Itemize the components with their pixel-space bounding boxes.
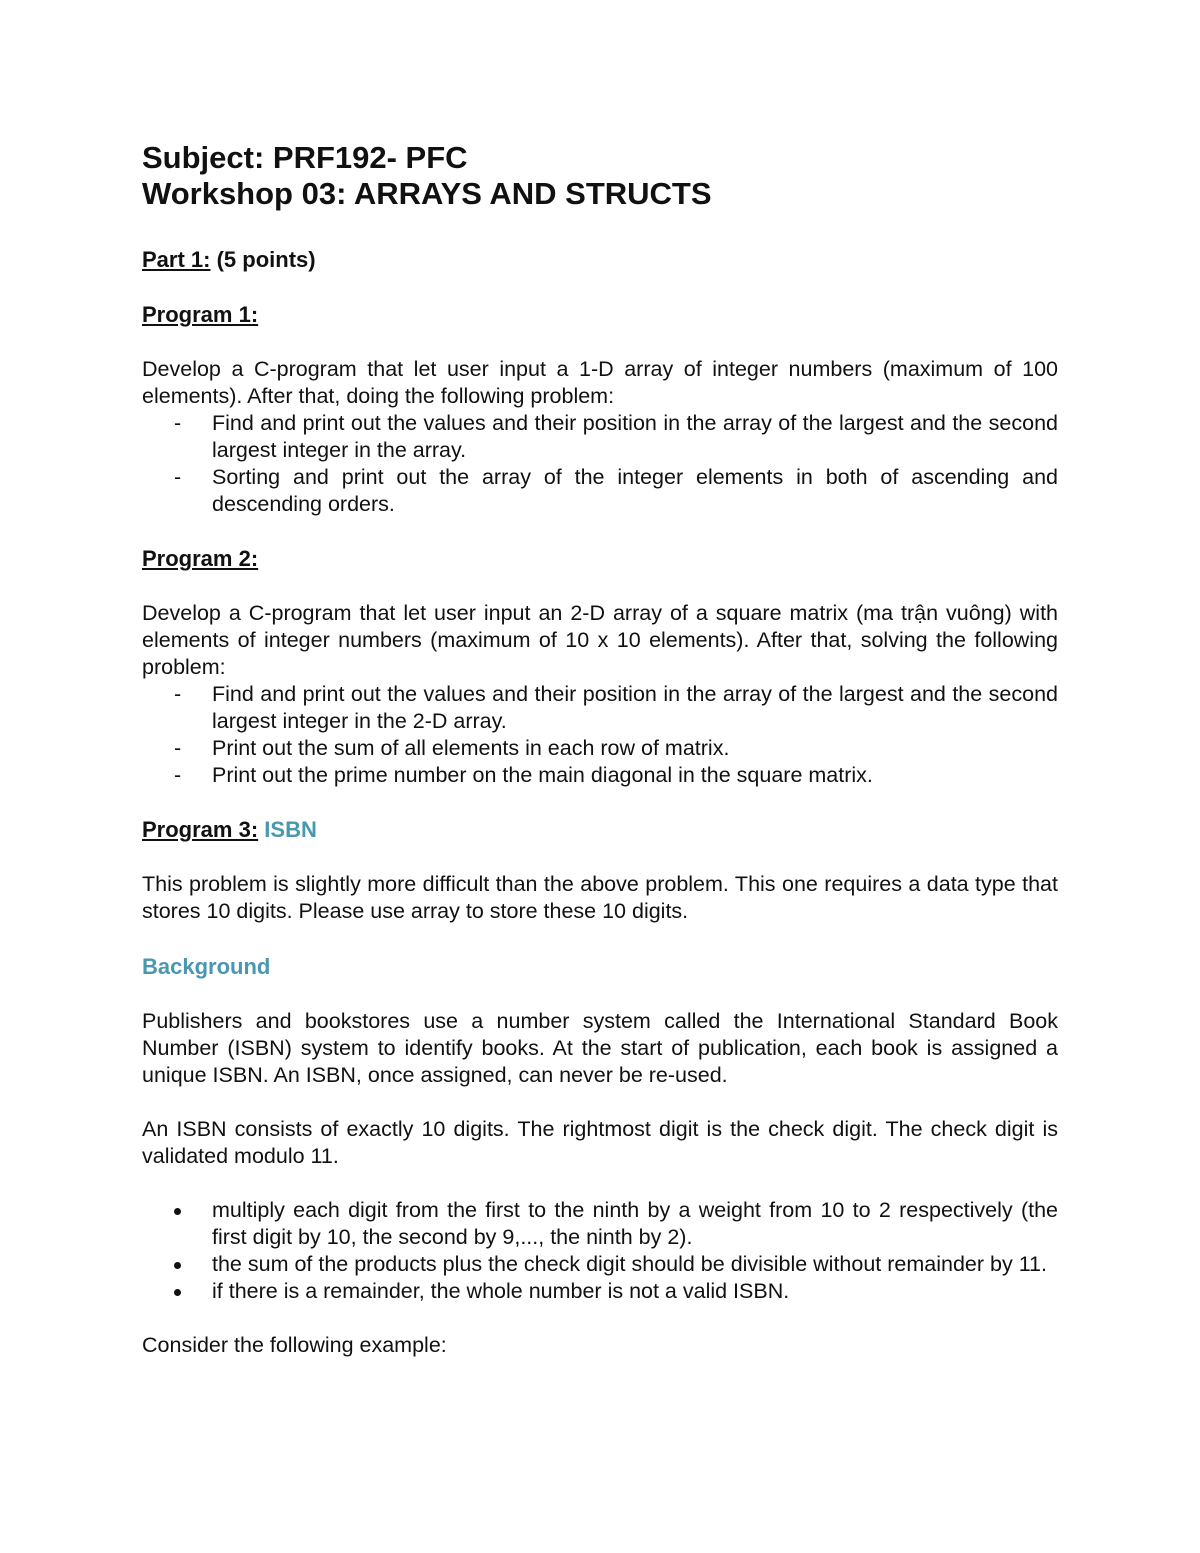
program2-list [142,681,1058,789]
dash-mark: - [174,736,182,760]
program3-heading [142,816,1058,844]
program3-intro: This problem is slightly more difficult than the above problem. This one requires a data type that stores 10 digits. Please use array to store these 10 digits. [142,872,1058,923]
background-paragraph-2: An ISBN consists of exactly 10 digits. The rightmost digit is the check digit. The check digit is validated modulo 11. [142,1117,1058,1168]
document-page [142,140,1058,1359]
bullet-icon [174,1208,181,1215]
list-item: the sum of the products plus the check digit should be divisible without remainder by 11. [142,1251,1058,1278]
list-item: - Find and print out the values and their position in the array of the largest and the second largest integer in the array. [174,411,1058,462]
program1-heading [142,301,1058,329]
program1-intro: Develop a C-program that let user input a 1-D array of integer numbers (maximum of 100 elements). After that, doing the following problem: [142,357,1058,408]
subject-title: Subject: PRF192- PFC [142,140,468,175]
program3-label: Program 3: [142,817,259,842]
list-item: - Find and print out the values and their position in the array of the largest and the second largest integer in the 2-D array. [174,682,1058,733]
program2-intro: Develop a C-program that let user input an 2-D array of a square matrix (ma trận vuông) with elements of integer numbers (maximum of 10 x 10 elements). After that, solving the following problem: [142,601,1058,679]
background-paragraph-1: Publishers and bookstores use a number system called the International Standard Book Number (ISBN) system to identify books. At the start of publication, each book is assigned a unique ISBN. An ISBN, once assigned, can never be re-used. [142,1009,1058,1087]
list-item: - Sorting and print out the array of the integer elements in both of ascending and descending orders. [174,465,1058,516]
program1-list [142,410,1058,518]
dash-mark: - [174,763,182,787]
example-intro: Consider the following example: [142,1333,447,1357]
program1-label: Program 1: [142,302,259,327]
list-item: multiply each digit from the first to the ninth by a weight from 10 to 2 respectively (the first digit by 10, the second by 9,..., the ninth by 2). [142,1197,1058,1251]
program3-topic: ISBN [264,817,317,842]
part1-heading [142,246,1058,274]
dash-mark: - [174,682,182,706]
part1-label: Part 1: [142,247,211,272]
bullet-icon [174,1262,181,1269]
isbn-rules-list [142,1197,1058,1305]
list-item: if there is a remainder, the whole number is not a valid ISBN. [142,1278,1058,1305]
dash-mark: - [174,411,182,435]
workshop-title: Workshop 03: ARRAYS AND STRUCTS [142,176,712,211]
program2-heading [142,545,1058,573]
list-item: - Print out the sum of all elements in each row of matrix. [174,736,730,760]
part1-points: (5 points) [210,247,316,272]
list-item: - Print out the prime number on the main diagonal in the square matrix. [174,763,873,787]
program2-label: Program 2: [142,546,259,571]
background-heading: Background [142,954,271,979]
bullet-icon [174,1289,181,1296]
dash-mark: - [174,465,182,489]
